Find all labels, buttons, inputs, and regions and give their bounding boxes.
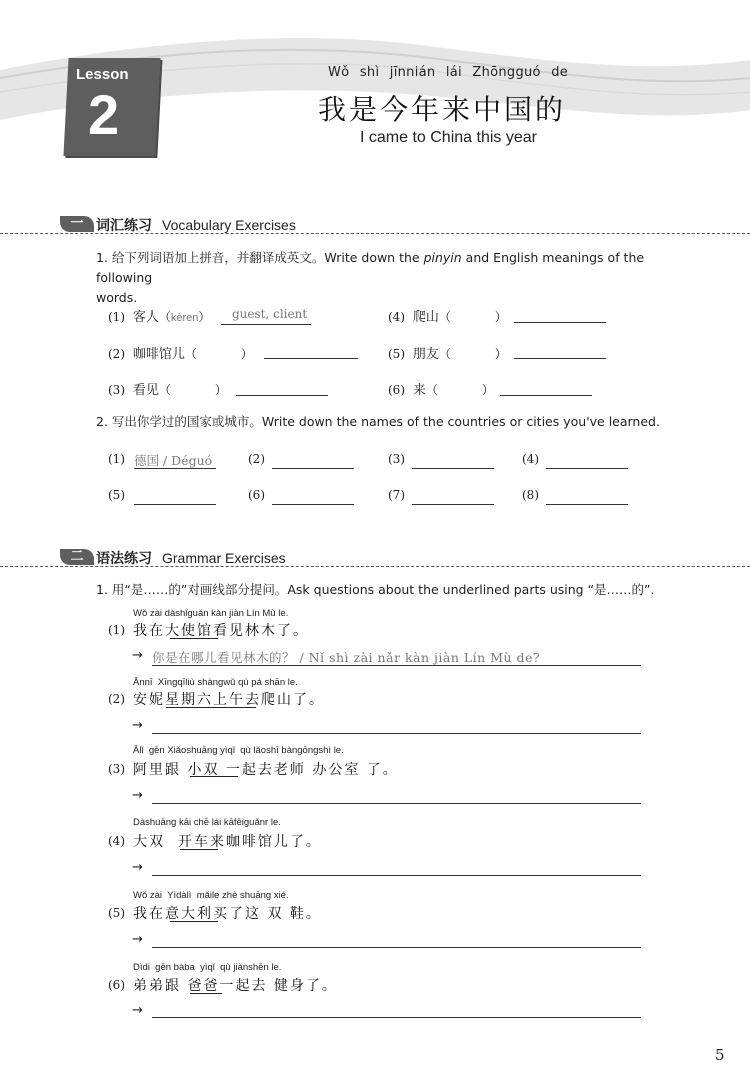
section1-title: [96, 215, 296, 235]
grammar-answer-1: 你是在哪儿看见林木的？ / Nǐ shì zài nǎr kàn jiàn Lín Mù de?: [152, 650, 541, 665]
answer-line: [152, 947, 641, 948]
s1-q2-instr-zh: 2. 写出你学过的国家或城市。: [96, 414, 262, 429]
paren: ）: [494, 347, 507, 361]
grammar-sentence-3: 阿里跟 小双 一起去老师 办公室 了。: [133, 762, 399, 778]
paren: ）: [240, 347, 253, 361]
underline-mark: [190, 993, 222, 994]
answer-line: [264, 358, 358, 359]
s2-q1-instr-en: Ask questions about the underlined parts using “是……的”.: [287, 582, 655, 597]
country-item-number: (1): [108, 452, 125, 466]
s1-q2-instr-en: Write down the names of the countries or cities you've learned.: [261, 414, 660, 429]
arrow-icon: →: [132, 860, 143, 875]
country-item-number: (8): [522, 488, 539, 502]
paren: ）: [494, 310, 507, 324]
country-item-8: [522, 488, 539, 502]
section1-title-zh: 词汇练习: [96, 218, 152, 234]
answer-line: [152, 875, 641, 876]
answer-line: [514, 322, 606, 323]
country-item-6: [248, 488, 265, 502]
s1-q1-instr-en-a: Write down the: [324, 250, 424, 265]
grammar-item-number-5: (5): [108, 906, 125, 920]
vocab-word: 爬山: [412, 310, 439, 325]
underline-mark: [170, 638, 218, 639]
underline-mark: [190, 776, 238, 777]
section2-title-zh: 语法练习: [96, 551, 152, 567]
answer-line: [546, 504, 628, 505]
country-item-5: [108, 488, 125, 502]
underline-mark: [180, 849, 218, 850]
country-item-7: [388, 488, 405, 502]
section2-title-en: Grammar Exercises: [162, 550, 286, 566]
lesson-label: Lesson: [76, 66, 129, 83]
vocab-pinyin-answer: kèren: [170, 312, 199, 324]
answer-line: [514, 358, 606, 359]
paren: （: [438, 347, 451, 361]
grammar-pinyin-2: Ānnī Xīngqīliù shàngwǔ qù pá shān le.: [133, 677, 298, 688]
arrow-icon: →: [132, 788, 143, 803]
paren: （: [425, 383, 438, 397]
paren: ）: [214, 383, 227, 397]
country-item-1: [108, 452, 125, 466]
section1-divider: [0, 233, 750, 234]
grammar-sentence-1: 我在大使馆看见林木了。: [133, 623, 309, 639]
s1-q1-instr-en-c: words.: [96, 290, 138, 305]
country-item-number: (6): [248, 488, 265, 502]
grammar-item-number-4: (4): [108, 834, 125, 848]
section1-title-en: Vocabulary Exercises: [162, 217, 296, 233]
country-answer: 德国 / Déguó: [134, 453, 213, 468]
grammar-sentence-4: 大双 开车来咖啡馆儿了。: [133, 834, 322, 850]
vocab-item-number: (3): [108, 383, 125, 397]
page-title: 我是今年来中国的: [318, 93, 567, 126]
paren: （: [184, 347, 197, 361]
country-item-number: (4): [522, 452, 539, 466]
country-item-number: (5): [108, 488, 125, 502]
grammar-pinyin-4: Dàshuāng kāi chē lái kāfēiguǎnr le.: [133, 817, 281, 828]
paren: ）: [198, 310, 211, 324]
vocab-word: 咖啡馆儿: [132, 347, 185, 362]
s1-q1-instr-zh: 1. 给下列词语加上拼音，并翻译成英文。: [96, 250, 325, 265]
page-subtitle: I came to China this year: [360, 129, 537, 146]
vocab-item-4: [388, 306, 507, 325]
section1-tab: 一: [60, 216, 94, 232]
arrow-icon: →: [132, 932, 143, 947]
vocab-word: 客人: [132, 310, 159, 325]
answer-line: [272, 468, 354, 469]
answer-line: [152, 1017, 641, 1018]
section2-divider: [0, 566, 750, 567]
country-item-number: (2): [248, 452, 265, 466]
grammar-pinyin-5: Wǒ zài Yìdàlì mǎile zhè shuāng xié.: [133, 890, 289, 901]
grammar-item-number-2: (2): [108, 692, 125, 706]
country-item-number: (7): [388, 488, 405, 502]
s1-q1-instr-en-b: and English meanings of the following: [96, 250, 645, 285]
lesson-number: 2: [88, 83, 120, 146]
vocab-item-number: (5): [388, 347, 405, 361]
vocab-item-number: (4): [388, 310, 405, 324]
answer-line: [221, 324, 311, 325]
vocab-item-3: [108, 379, 227, 398]
country-item-3: [388, 452, 405, 466]
paren: （: [158, 310, 171, 324]
section2-tab: 二: [60, 549, 94, 565]
page-number: 5: [715, 1046, 725, 1064]
grammar-pinyin-6: Dìdi gēn bàba yìqǐ qù jiànshēn le.: [133, 962, 282, 973]
vocab-word: 朋友: [412, 347, 439, 362]
s1-q1-instr-en-italic: pinyin: [423, 250, 462, 265]
answer-line: [236, 395, 328, 396]
s1-q2-instruction: [96, 412, 716, 432]
arrow-icon: →: [132, 718, 143, 733]
grammar-pinyin-1: Wǒ zài dàshǐguǎn kàn jiàn Lín Mù le.: [133, 608, 289, 619]
answer-line: [500, 395, 592, 396]
s1-q1-instruction: [96, 248, 696, 308]
grammar-item-number-3: (3): [108, 762, 125, 776]
grammar-item-number-1: (1): [108, 623, 125, 637]
vocab-item-number: (1): [108, 310, 125, 324]
grammar-pinyin-3: Ālǐ gēn Xiǎoshuāng yìqǐ qù lǎoshī bàngōngshì le.: [133, 745, 344, 756]
grammar-item-number-6: (6): [108, 978, 125, 992]
answer-line: [152, 733, 641, 734]
vocab-item-1: [108, 306, 210, 325]
underline-mark: [166, 707, 256, 708]
answer-line: [272, 504, 354, 505]
paren: ）: [481, 383, 494, 397]
paren: （: [438, 310, 451, 324]
answer-line: [412, 468, 494, 469]
vocab-word: 来: [412, 383, 426, 398]
s2-q1-instr-zh: 1. 用“是……的”对画线部分提问。: [96, 582, 288, 597]
answer-line: [152, 803, 641, 804]
country-item-number: (3): [388, 452, 405, 466]
section2-title: [96, 548, 286, 568]
vocab-item-6: [388, 379, 494, 398]
paren: （: [158, 383, 171, 397]
country-item-2: [248, 452, 265, 466]
vocab-item-number: (6): [388, 383, 405, 397]
vocab-item-5: [388, 343, 507, 362]
grammar-sentence-5: 我在意大利买了这 双 鞋。: [133, 906, 322, 922]
vocab-english-answer: guest, client: [232, 307, 308, 321]
grammar-sentence-2: 安妮星期六上午去爬山了。: [133, 692, 325, 708]
vocab-item-number: (2): [108, 347, 125, 361]
answer-line: [134, 468, 216, 469]
vocab-item-2: [108, 343, 253, 362]
answer-line: [152, 665, 641, 666]
answer-line: [412, 504, 494, 505]
title-pinyin: Wǒ shì jīnnián lái Zhōngguó de: [328, 65, 569, 80]
s2-q1-instruction: [96, 580, 716, 600]
answer-line: [134, 504, 216, 505]
vocab-word: 看见: [132, 383, 159, 398]
arrow-icon: →: [132, 648, 143, 663]
underline-mark: [170, 921, 218, 922]
answer-line: [546, 468, 628, 469]
country-item-4: [522, 452, 539, 466]
grammar-sentence-6: 弟弟跟 爸爸一起去 健身了。: [133, 978, 338, 994]
arrow-icon: →: [132, 1003, 143, 1018]
